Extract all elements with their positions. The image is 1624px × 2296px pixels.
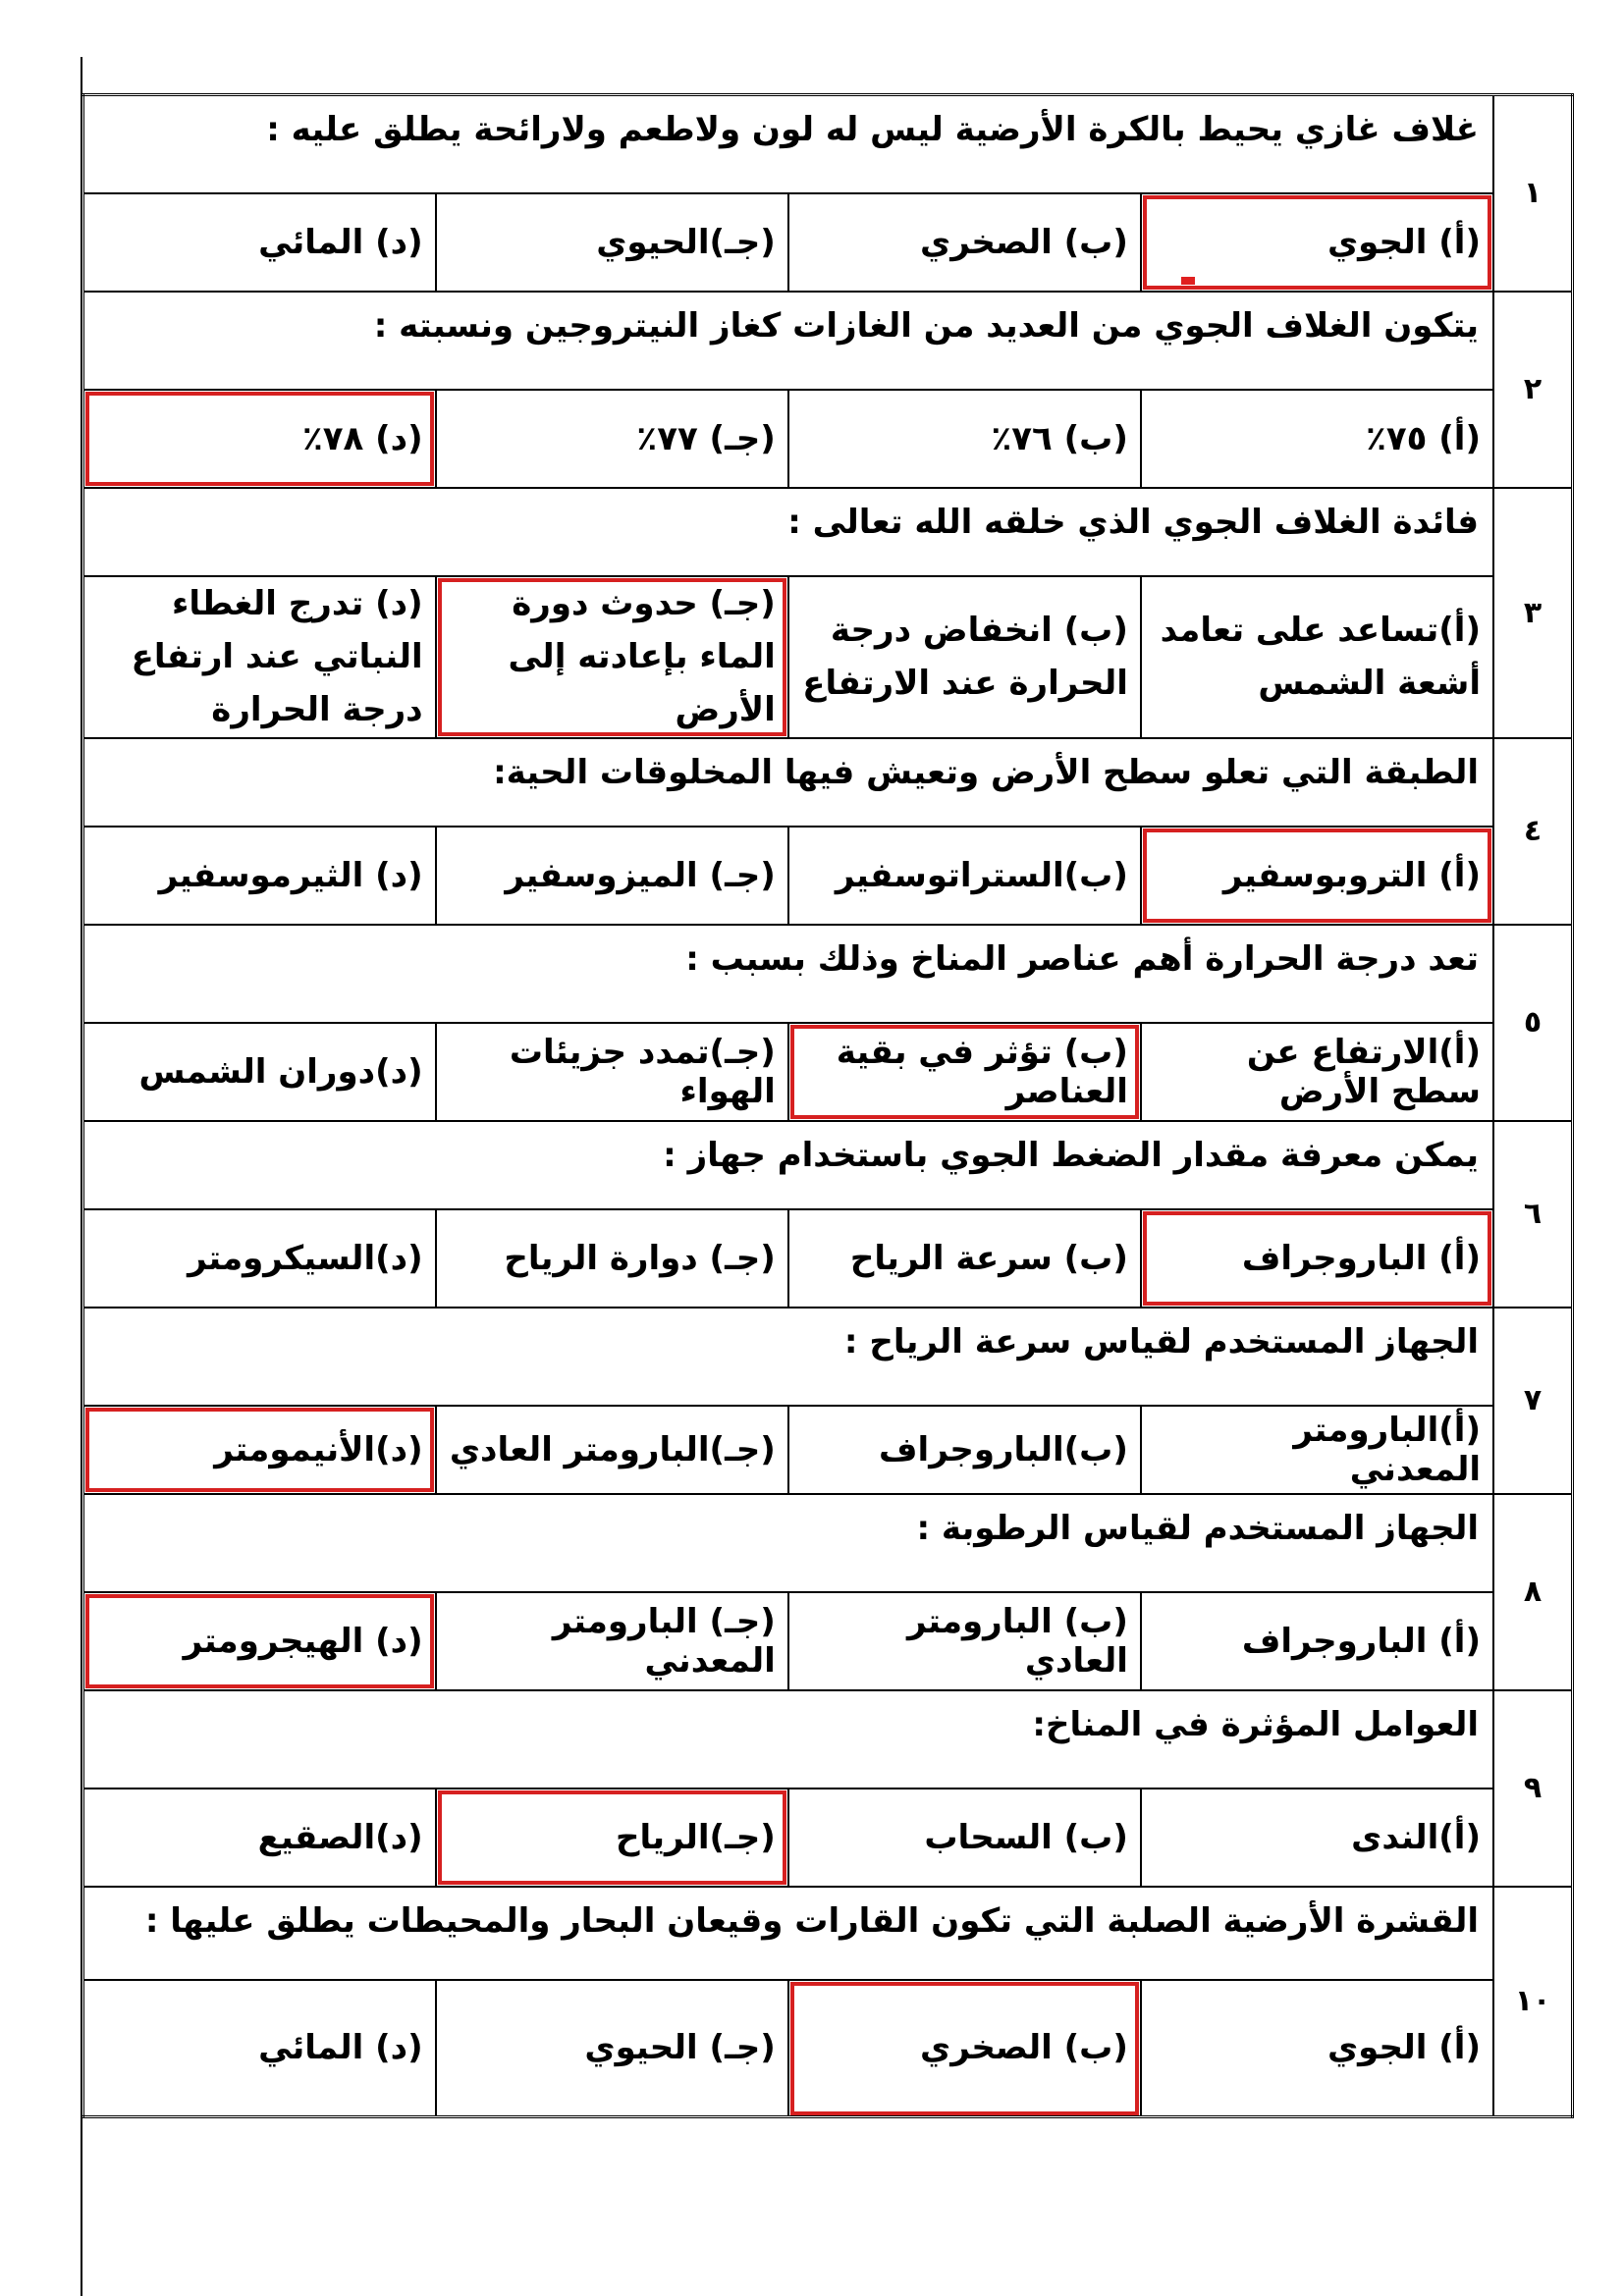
answer-option-selected[interactable] [83, 1592, 436, 1690]
question-number: ١٠ [1493, 1887, 1573, 2117]
question-number: ٦ [1493, 1121, 1573, 1308]
answer-option-label: (جـ)الحيوي [596, 222, 776, 262]
answer-option[interactable] [788, 390, 1141, 488]
question-text: فائدة الغلاف الجوي الذي خلقه الله تعالى : [83, 488, 1494, 576]
question-number: ٨ [1493, 1494, 1573, 1690]
question-row [83, 95, 1573, 193]
question-number: ٧ [1493, 1308, 1573, 1494]
answer-option-label: (جـ)البارومتر العادي [449, 1429, 776, 1469]
answer-option-label: (أ) الباروجراف [1241, 1238, 1481, 1278]
answer-option[interactable] [436, 1592, 788, 1690]
question-number: ٣ [1493, 488, 1573, 738]
options-row [83, 193, 1573, 292]
answer-option[interactable] [436, 827, 788, 925]
question-number: ٥ [1493, 925, 1573, 1121]
answer-option-label: (د) الهيجرومتر [183, 1621, 423, 1661]
options-row [83, 1209, 1573, 1308]
question-row [83, 1690, 1573, 1789]
answer-option[interactable] [83, 1980, 436, 2117]
answer-option-label: (جـ) الحيوي [584, 2028, 776, 2068]
answer-option[interactable] [788, 1406, 1141, 1494]
answer-option[interactable] [436, 1023, 788, 1121]
question-text: يمكن معرفة مقدار الضغط الجوي باستخدام جهاز : [83, 1121, 1494, 1209]
answer-option-selected[interactable] [436, 576, 788, 738]
options-row [83, 390, 1573, 488]
answer-option-label: (د)الصقيع [257, 1817, 423, 1857]
question-text: الجهاز المستخدم لقياس الرطوبة : [83, 1494, 1494, 1592]
answer-option[interactable] [1141, 1980, 1493, 2117]
options-row [83, 576, 1573, 738]
answer-option-label: (د) تدرج الغطاء النباتي عند ارتفاع درجة الحرارة [131, 583, 423, 730]
answer-option[interactable] [436, 390, 788, 488]
question-text: الطبقة التي تعلو سطح الأرض وتعيش فيها المخلوقات الحية: [83, 738, 1494, 827]
answer-option[interactable] [436, 1980, 788, 2117]
answer-option[interactable] [788, 1592, 1141, 1690]
answer-option[interactable] [436, 1209, 788, 1308]
question-text: غلاف غازي يحيط بالكرة الأرضية ليس له لون ولاطعم ولارائحة يطلق عليه : [83, 95, 1494, 193]
answer-option-label: (جـ) الميزوسفير [505, 855, 776, 895]
quiz-table [81, 93, 1574, 2118]
answer-option-label: (ب)الستراتوسفير [835, 855, 1128, 895]
answer-option[interactable] [788, 576, 1141, 738]
answer-option-label: (جـ) البارومتر المعدني [552, 1601, 776, 1681]
answer-option[interactable] [83, 576, 436, 738]
answer-option[interactable] [788, 1789, 1141, 1887]
answer-option-label: (أ) الجوي [1327, 2028, 1481, 2068]
answer-option-label: (ب) البارومتر العادي [906, 1601, 1128, 1681]
options-row [83, 1023, 1573, 1121]
options-row [83, 827, 1573, 925]
options-row [83, 1980, 1573, 2117]
answer-option-label: (ب) ٧٦٪ [991, 418, 1128, 458]
answer-option-label: (د)السيكرومتر [188, 1238, 423, 1278]
answer-option-label: (جـ) ٧٧٪ [636, 418, 776, 458]
question-row [83, 1494, 1573, 1592]
answer-option-label: (د) الثيرموسفير [158, 855, 423, 895]
question-row [83, 738, 1573, 827]
answer-option[interactable] [1141, 390, 1493, 488]
answer-option-label: (أ)الندى [1351, 1817, 1481, 1857]
answer-option-label: (جـ)الرياح [615, 1817, 776, 1857]
answer-option-label: (أ)الارتفاع عن سطح الأرض [1246, 1032, 1481, 1111]
answer-option-label: (ب) الصخري [920, 222, 1128, 262]
answer-option[interactable] [83, 1023, 436, 1121]
answer-option-label: (د)الأنيمومتر [214, 1429, 423, 1469]
question-number: ٢ [1493, 292, 1573, 488]
answer-option[interactable] [788, 1209, 1141, 1308]
answer-option-label: (د) المائي [258, 2028, 423, 2068]
answer-option-label: (ب) سرعة الرياح [849, 1238, 1128, 1278]
answer-option-label: (ب) تؤثر في بقية العناصر [836, 1032, 1128, 1111]
answer-option-label: (أ)البارومتر المعدني [1293, 1410, 1481, 1489]
answer-option-label: (أ) ٧٥٪ [1366, 418, 1481, 458]
question-row [83, 488, 1573, 576]
answer-option-label: (د) ٧٨٪ [301, 418, 423, 458]
options-row [83, 1592, 1573, 1690]
answer-option-selected[interactable] [83, 1406, 436, 1494]
answer-option[interactable] [788, 827, 1141, 925]
answer-option-selected[interactable] [436, 1789, 788, 1887]
answer-option[interactable] [436, 193, 788, 292]
question-text: يتكون الغلاف الجوي من العديد من الغازات كغاز النيتروجين ونسبته : [83, 292, 1494, 390]
question-row [83, 925, 1573, 1023]
answer-option[interactable] [83, 1209, 436, 1308]
answer-option-label: (د)دوران الشمس [138, 1051, 423, 1092]
question-number: ٤ [1493, 738, 1573, 925]
answer-option[interactable] [1141, 1406, 1493, 1494]
answer-option-label: (ب) الصخري [920, 2028, 1128, 2068]
answer-option-label: (أ) الجوي [1327, 222, 1481, 262]
answer-option-label: (جـ) دوارة الرياح [504, 1238, 776, 1278]
answer-option-selected[interactable] [1141, 827, 1493, 925]
question-row [83, 1308, 1573, 1406]
answer-option-label: (ب) السحاب [924, 1817, 1128, 1857]
question-row [83, 292, 1573, 390]
question-text: الجهاز المستخدم لقياس سرعة الرياح : [83, 1308, 1494, 1406]
question-number: ٩ [1493, 1690, 1573, 1887]
options-row [83, 1789, 1573, 1887]
answer-option[interactable] [1141, 1023, 1493, 1121]
answer-option-selected[interactable] [1141, 193, 1493, 292]
answer-option[interactable] [436, 1406, 788, 1494]
answer-option-selected[interactable] [788, 1980, 1141, 2117]
answer-option[interactable] [83, 1789, 436, 1887]
answer-option[interactable] [788, 193, 1141, 292]
answer-option[interactable] [83, 827, 436, 925]
question-text: تعد درجة الحرارة أهم عناصر المناخ وذلك بسبب : [83, 925, 1494, 1023]
answer-option-label: (أ) الباروجراف [1241, 1621, 1481, 1661]
answer-option-selected[interactable] [83, 390, 436, 488]
question-number: ١ [1493, 95, 1573, 292]
answer-option-label: (ب) انخفاض درجة الحرارة عند الارتفاع [802, 610, 1128, 704]
answer-option[interactable] [1141, 1592, 1493, 1690]
answer-option-label: (جـ)تمدد جزيئات الهواء [509, 1032, 776, 1111]
question-text: العوامل المؤثرة في المناخ: [83, 1690, 1494, 1789]
question-row [83, 1121, 1573, 1209]
options-row [83, 1406, 1573, 1494]
answer-option-label: (أ)تساعد على تعامد أشعة الشمس [1160, 610, 1481, 704]
red-mark [1181, 277, 1195, 285]
answer-option-selected[interactable] [1141, 1209, 1493, 1308]
answer-option-label: (د) المائي [258, 222, 423, 262]
answer-option-label: (أ) التروبوسفير [1222, 855, 1481, 895]
question-text: القشرة الأرضية الصلبة التي تكون القارات وقيعان البحار والمحيطات يطلق عليها : [83, 1887, 1494, 1980]
answer-option-label: (ب)الباروجراف [879, 1429, 1128, 1469]
answer-option[interactable] [1141, 1789, 1493, 1887]
answer-option-label: (جـ) حدوث دورة الماء بإعادته إلى الأرض [508, 583, 776, 730]
answer-option-selected[interactable] [788, 1023, 1141, 1121]
answer-option[interactable] [83, 193, 436, 292]
question-row [83, 1887, 1573, 1980]
answer-option[interactable] [1141, 576, 1493, 738]
